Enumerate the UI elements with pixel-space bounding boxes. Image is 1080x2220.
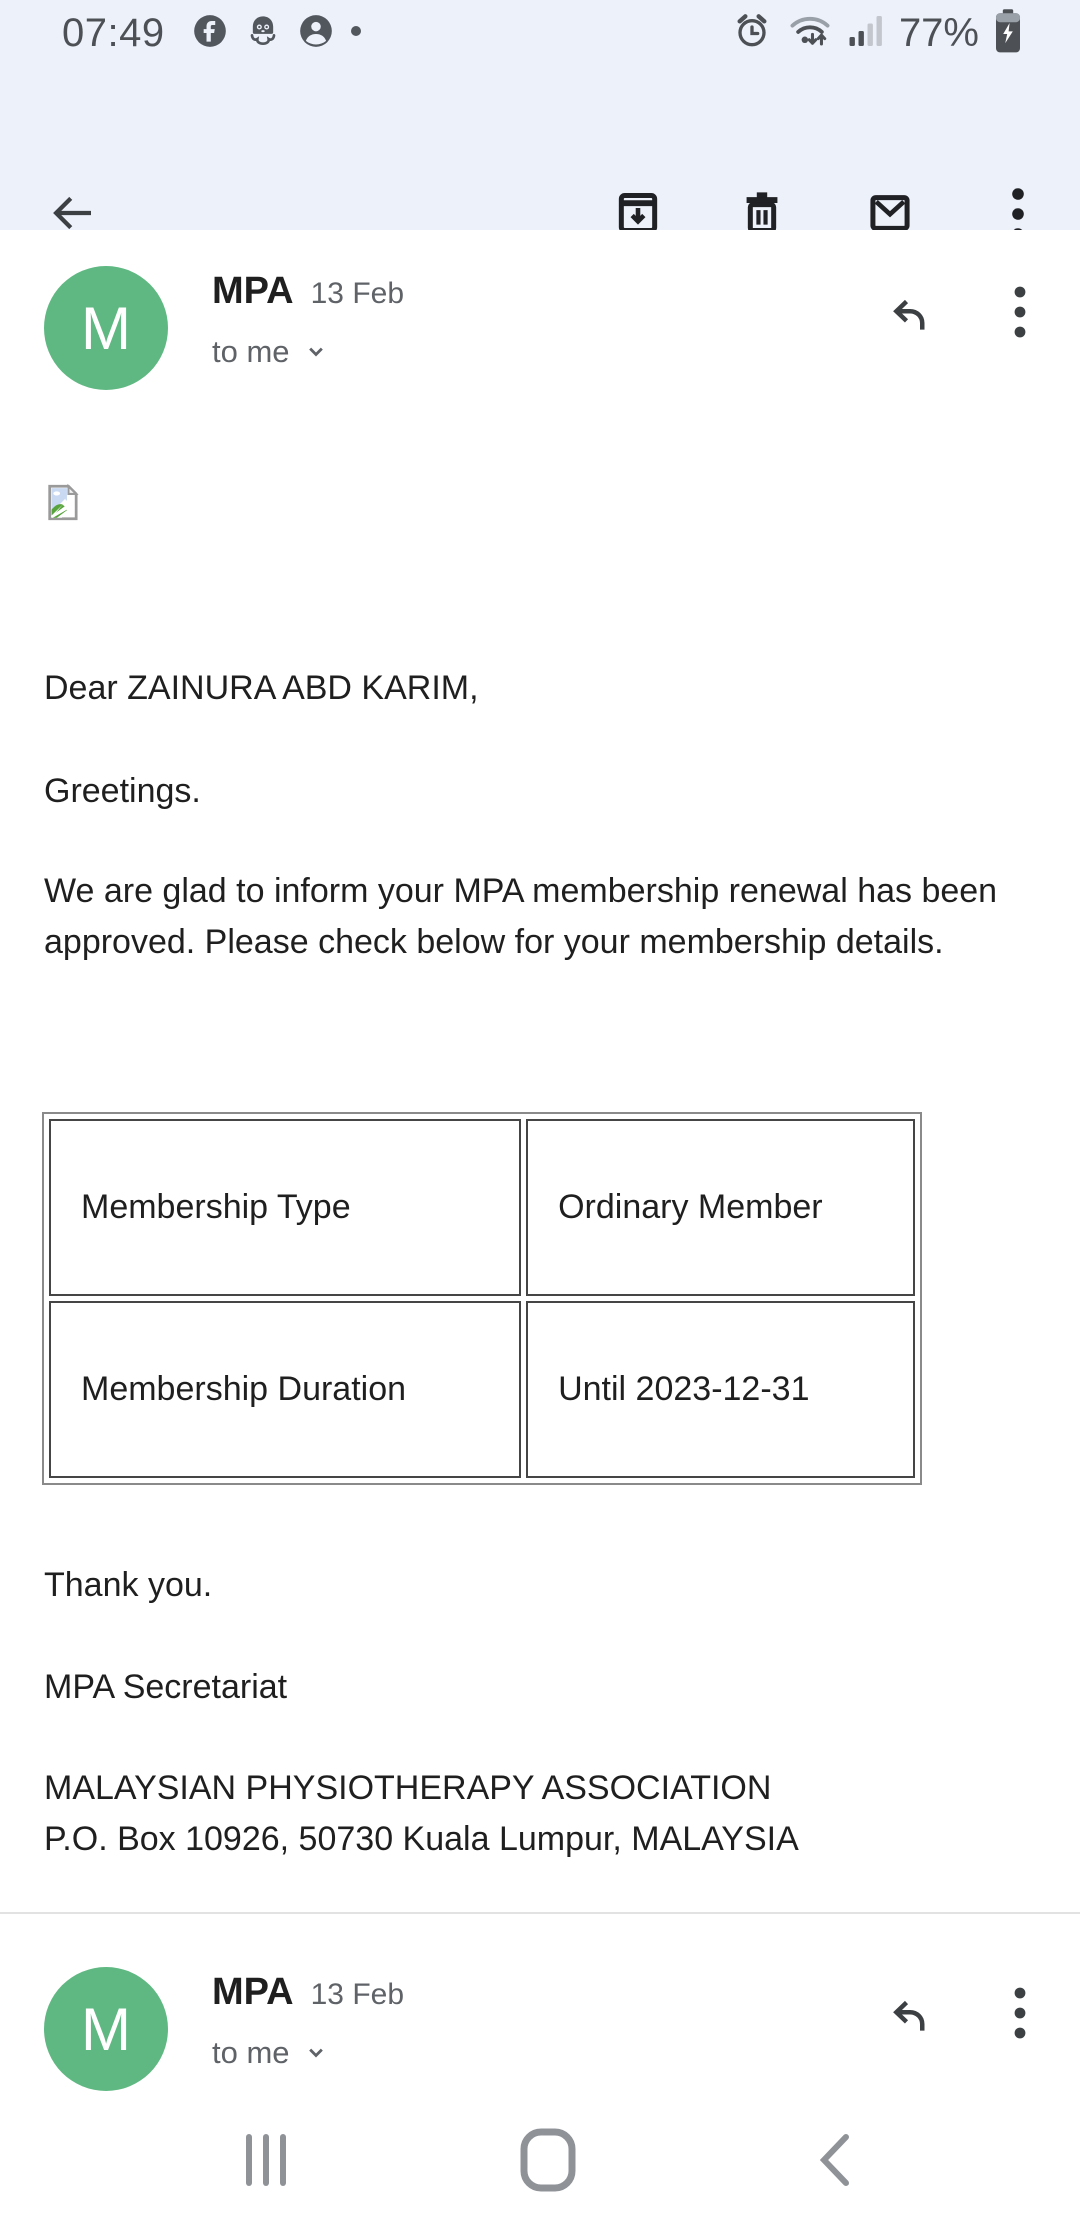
chevron-down-icon <box>302 337 330 368</box>
more-vert-icon <box>1002 2033 1038 2048</box>
email-toolbar <box>0 66 1080 230</box>
membership-type-label-cell: Membership Type <box>49 1119 521 1296</box>
broken-image-icon <box>42 482 83 528</box>
membership-duration-value-cell: Until 2023-12-31 <box>526 1301 915 1478</box>
reply-icon <box>884 2029 938 2044</box>
more-vert-icon <box>1002 332 1038 347</box>
sender-avatar[interactable] <box>44 266 168 390</box>
cell-signal-icon <box>848 11 884 56</box>
organization-text <box>44 1763 1052 1865</box>
message-date: 13 Feb <box>310 1978 405 2011</box>
recipient-expander[interactable] <box>212 334 330 370</box>
greeting-text: Greetings. <box>44 772 201 810</box>
recipient-expander[interactable] <box>212 2035 330 2071</box>
recipient-label: to me <box>212 334 290 369</box>
message-header-open <box>0 230 1080 405</box>
home-icon <box>520 2180 576 2195</box>
status-bar <box>0 0 1080 66</box>
message-header-collapsed[interactable] <box>0 1937 1080 2112</box>
sender-avatar[interactable] <box>44 1967 168 2091</box>
sender-name: MPA <box>212 1971 294 2013</box>
reply-button[interactable] <box>884 1987 938 2044</box>
home-button[interactable] <box>520 2128 576 2195</box>
message-divider <box>0 1912 1080 1914</box>
status-bar-left <box>62 11 363 56</box>
membership-type-value-cell: Ordinary Member <box>526 1119 915 1296</box>
clock-time: 07:49 <box>62 10 165 55</box>
sender-row <box>212 270 404 313</box>
battery-charging-icon <box>994 8 1022 59</box>
closing-text: Thank you. <box>44 1566 213 1604</box>
alarm-icon <box>732 11 772 56</box>
signature-text: MPA Secretariat <box>44 1668 288 1706</box>
nav-back-button[interactable] <box>818 2133 850 2190</box>
octopus-app-icon <box>243 11 283 56</box>
recipient-label: to me <box>212 2035 290 2070</box>
avatar-letter: M <box>81 294 131 362</box>
facebook-icon <box>191 12 229 55</box>
org-name: MALAYSIAN PHYSIOTHERAPY ASSOCIATION <box>44 1769 772 1807</box>
profile-notification-icon <box>297 12 335 55</box>
status-bar-right <box>732 8 1022 59</box>
body-paragraph: We are glad to inform your MPA membership renewal has been approved. Please check below for your membership details. <box>44 872 998 961</box>
avatar-letter: M <box>81 1995 131 2063</box>
message-date: 13 Feb <box>310 277 405 310</box>
org-address: P.O. Box 10926, 50730 Kuala Lumpur, MALAYSIA <box>44 1820 799 1858</box>
message-more-button[interactable] <box>1002 1981 1038 2048</box>
wifi-data-icon <box>787 10 833 57</box>
message-more-button[interactable] <box>1002 280 1038 347</box>
reply-icon <box>884 328 938 343</box>
sender-row <box>212 1971 404 2014</box>
table-row <box>49 1119 915 1296</box>
recent-apps-icon <box>245 2175 287 2190</box>
sender-name: MPA <box>212 270 294 312</box>
more-notifications-dot <box>349 24 363 43</box>
nav-back-icon <box>818 2175 850 2190</box>
reply-button[interactable] <box>884 286 938 343</box>
membership-table <box>42 1112 922 1485</box>
table-row <box>49 1301 915 1478</box>
system-nav-bar <box>0 2123 1080 2220</box>
battery-percent: 77% <box>898 10 979 55</box>
salutation-text: Dear ZAINURA ABD KARIM, <box>44 669 479 707</box>
recent-apps-button[interactable] <box>245 2133 287 2190</box>
membership-duration-label-cell: Membership Duration <box>49 1301 521 1478</box>
chevron-down-icon <box>302 2038 330 2069</box>
